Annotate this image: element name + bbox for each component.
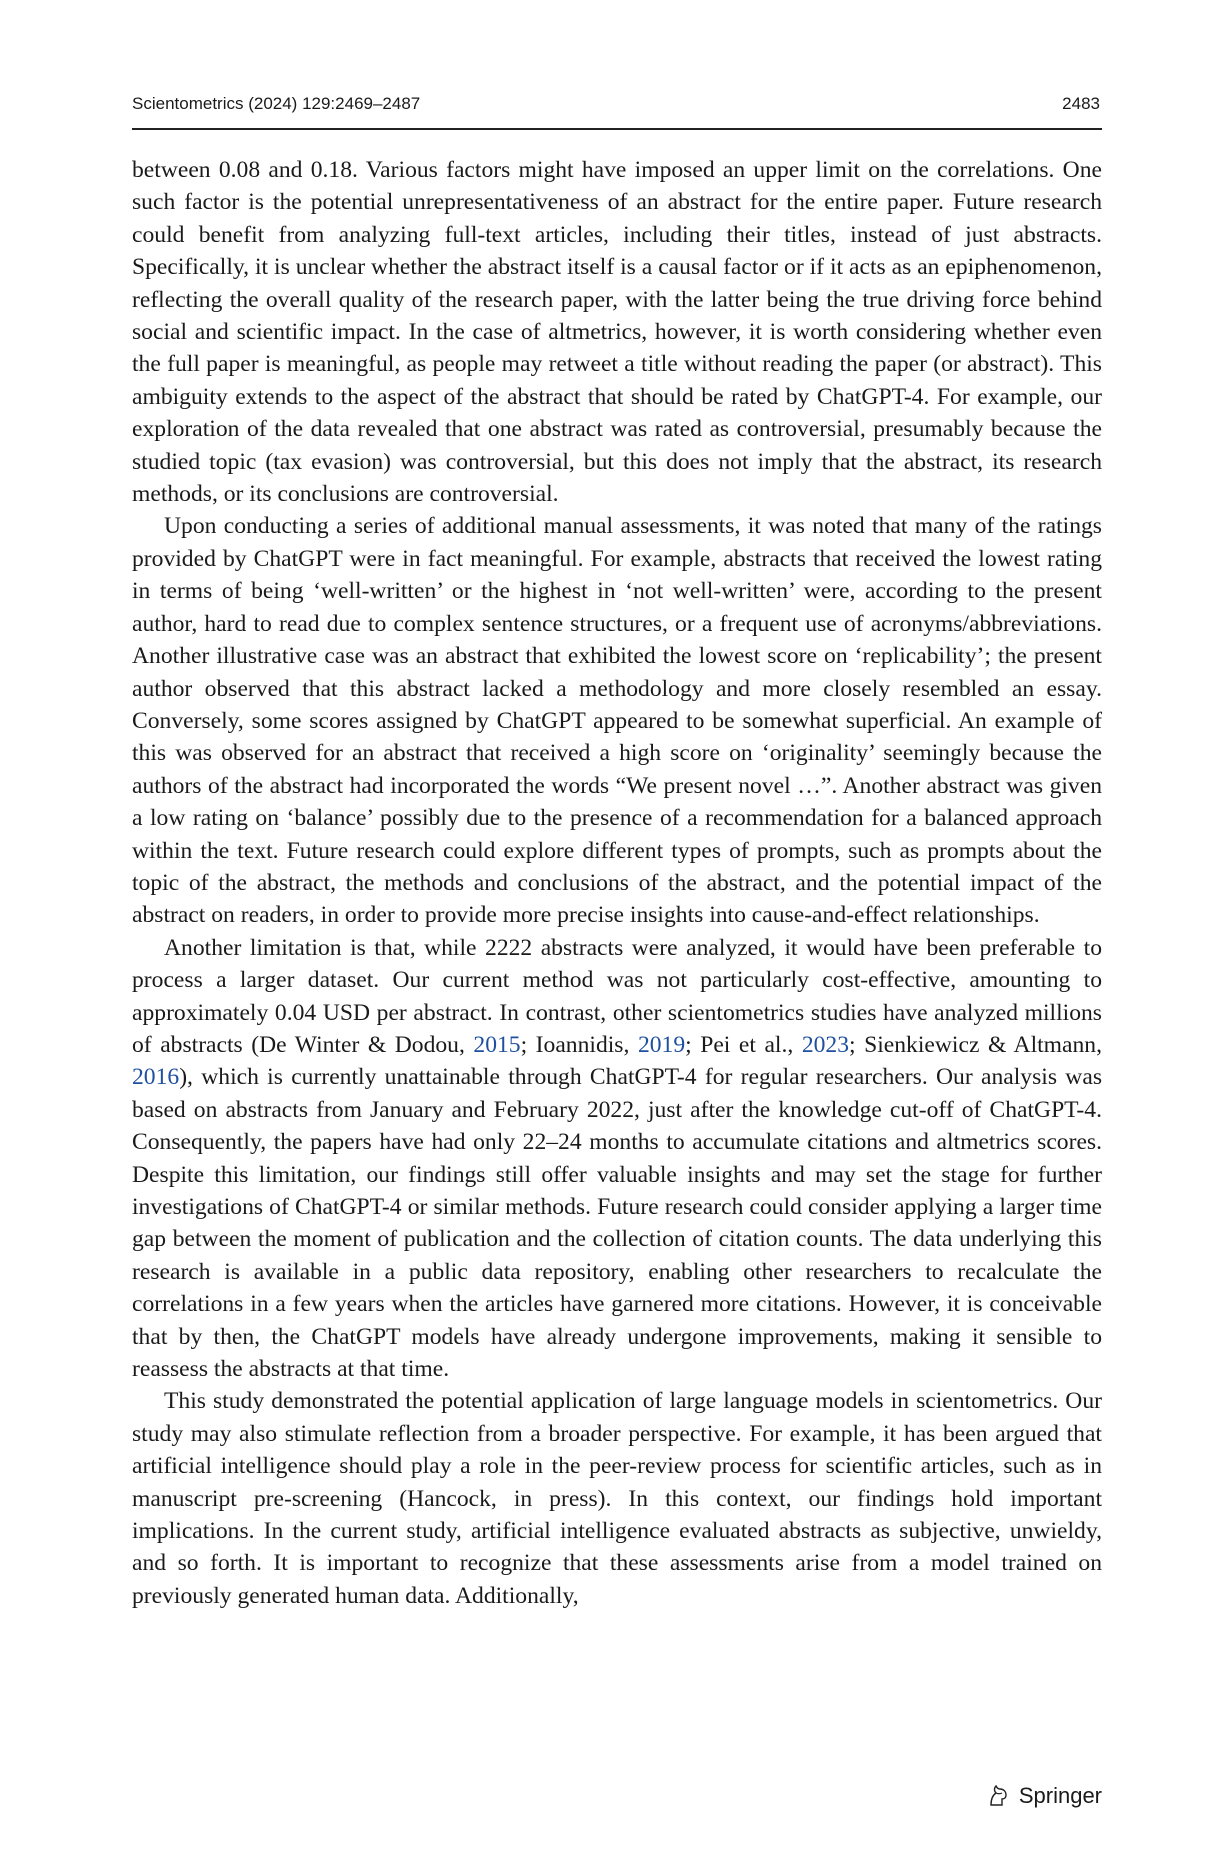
publisher-name: Springer [1018,1783,1102,1808]
citation-link-ioannidis-2019[interactable]: 2019 [637,1031,686,1058]
paragraph-3-text-e: ), which is currently unattainable through ChatGPT-4 for regular researchers. Our analysis was based on abstracts from January and February 2022, just after the knowledge cut-off of ChatGPT-4. Consequently, the papers have had only 22–24 months to accumulate citations and altmetrics scores. Despite this limitation, our findings still offer valuable insights and may set the stage for further investigations of ChatGPT-4 or similar methods. Future research could consider applying a larger time gap between the moment of publication and the collection of citation counts. The data underlying this research is available in a public data repository, enabling other researchers to recalculate the correlations in a few years when the articles have garnered more citations. However, it is conceivable that by then, the ChatGPT models have already undergone improvements, making it sensible to reassess the abstracts at that time. [132,1064,1102,1383]
paragraph-3-text-a: Another limitation is that, while 2222 abstracts were analyzed, it would have been preferable to process a larger dataset. Our current method was not particularly cost-effective, amounting to approximately 0.04 USD per abstract. In contrast, other scientometrics studies have analyzed millions of abstracts (De Winter & Dodou, [132,934,1102,1058]
paragraph-4: This study demonstrated the potential application of large language models in scientometrics. Our study may also stimulate reflection from a broader perspective. For example, it has been argued that artificial intelligence should play a role in the peer-review process for scientific articles, such as in manuscript pre-screening (Hancock, in press). In this context, our findings hold important implications. In the current study, artificial intelligence evaluated abstracts as subjective, unwieldy, and so forth. It is important to recognize that these assessments arise from a model trained on previously generated human data. Additionally, [132,1388,1102,1609]
paragraph-3-text-b: ; Ioannidis, [520,1031,638,1058]
springer-horse-icon [985,1783,1011,1809]
paragraph-3-text-c: ; Pei et al., [685,1031,802,1058]
page-number: 2483 [1062,94,1100,113]
paragraph-3-text-d: ; Sienkiewicz & Altmann, [849,1031,1103,1058]
paragraph-3 [132,932,1102,1386]
running-header [132,88,1102,130]
citation-link-pei-2023[interactable]: 2023 [801,1031,850,1058]
body-text [132,154,1102,1612]
publisher-footer [985,1781,1102,1811]
paragraph-1: between 0.08 and 0.18. Various factors might have imposed an upper limit on the correlations. One such factor is the potential unrepresentativeness of an abstract for the entire paper. Future research could benefit from analyzing full-text articles, including their titles, instead of just abstracts. Specifically, it is unclear whether the abstract itself is a causal factor or if it acts as an epiphenomenon, reflecting the overall quality of the research paper, with the latter being the true driving force behind social and scientific impact. In the case of altmetrics, however, it is worth considering whether even the full paper is meaningful, as people may retweet a title without reading the paper (or abstract). This ambiguity extends to the aspect of the abstract that should be rated by ChatGPT-4. For example, our exploration of the data revealed that one abstract was rated as controversial, presumably because the studied topic (tax evasion) was controversial, but this does not imply that the abstract, its research methods, or its conclusions are controversial. [132,157,1102,508]
citation-link-de-winter-2015[interactable]: 2015 [473,1031,521,1058]
paragraph-2: Upon conducting a series of additional manual assessments, it was noted that many of the ratings provided by ChatGPT were in fact meaningful. For example, abstracts that received the lowest rating in terms of being ‘well-written’ or the highest in ‘not well-written’ were, according to the present author, hard to read due to complex sentence structures, or a frequent use of acronyms/abbreviations. Another illustrative case was an abstract that exhibited the lowest score on ‘replicability’; the present author observed that this abstract lacked a methodology and more closely resembled an essay. Conversely, some scores assigned by ChatGPT appeared to be somewhat superficial. An example of this was observed for an abstract that received a high score on ‘originality’ seemingly because the authors of the abstract had incorporated the words “We present novel …”. Another abstract was given a low rating on ‘balance’ possibly due to the presence of a recommendation for a balanced approach within the text. Future research could explore different types of prompts, such as prompts about the topic of the abstract, the methods and conclusions of the abstract, and the potential impact of the abstract on readers, in order to provide more precise insights into cause-and-effect relationships. [132,513,1102,929]
citation-link-sienkiewicz-2016[interactable]: 2016 [132,1064,180,1091]
journal-citation: Scientometrics (2024) 129:2469–2487 [132,94,421,113]
